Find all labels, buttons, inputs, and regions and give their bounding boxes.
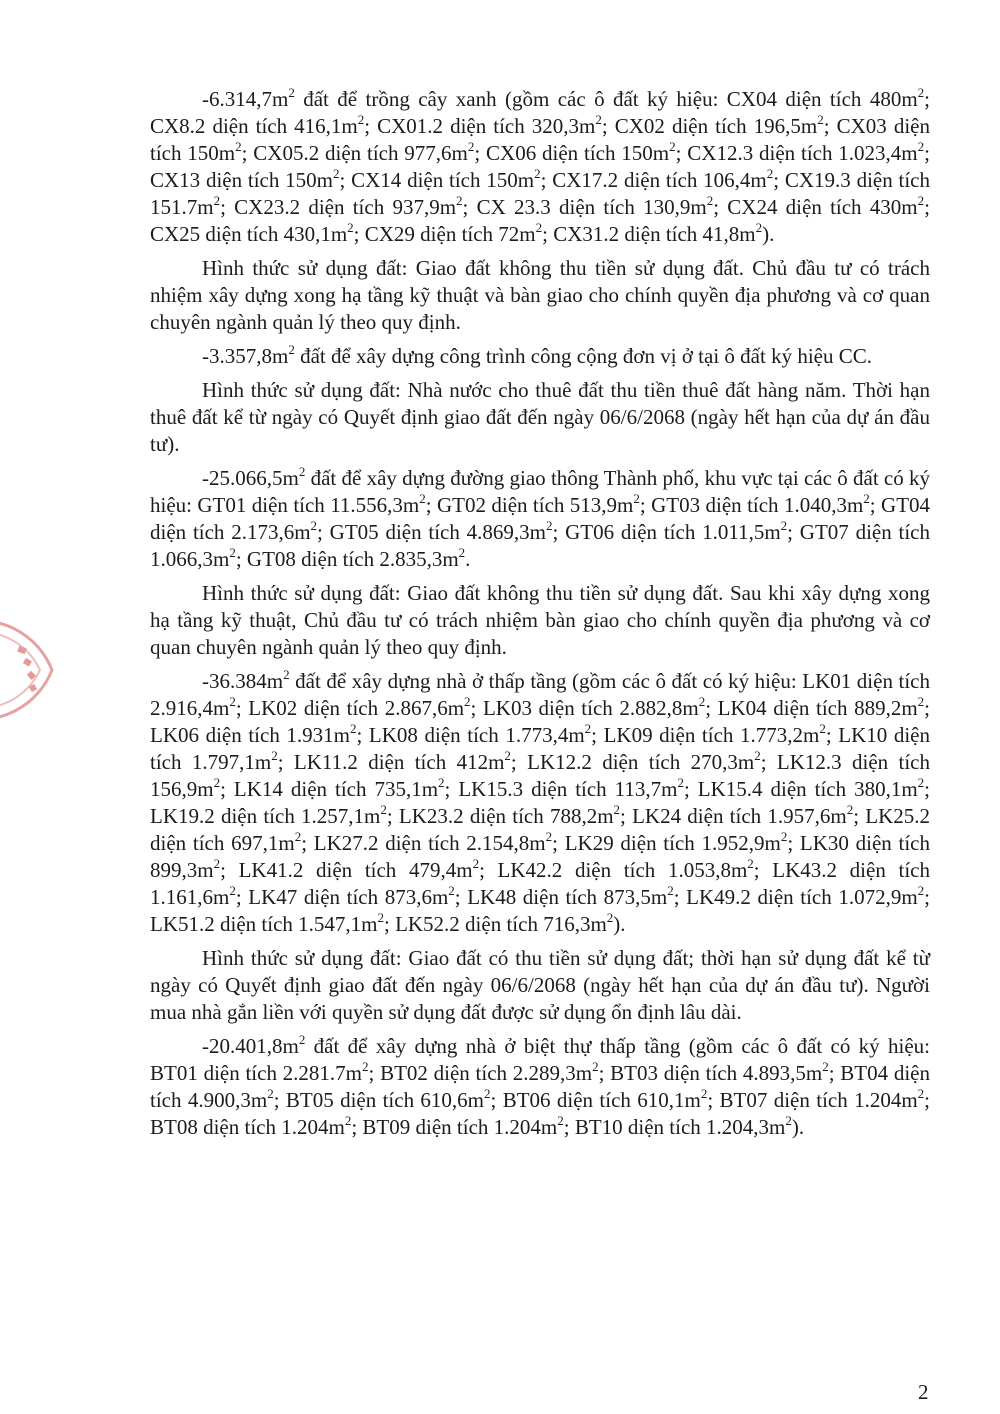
superscript-exponent: 2 xyxy=(294,829,302,844)
superscript-exponent: 2 xyxy=(504,748,511,763)
superscript-exponent: 2 xyxy=(863,491,870,506)
paragraph-traffic-usage: Hình thức sử dụng đất: Giao đất không thu tiền sử dụng đất. Sau khi xây dựng xong hạ tầng kỹ thuật, Chủ đầu tư có trách nhiệm bàn giao cho chính quyền địa phương và cơ quan chuyên ngành quản lý theo quy định. xyxy=(150,581,930,659)
superscript-exponent: 2 xyxy=(557,1113,564,1128)
superscript-exponent: 2 xyxy=(546,518,553,533)
superscript-exponent: 2 xyxy=(464,694,471,709)
superscript-exponent: 2 xyxy=(917,139,925,154)
superscript-exponent: 2 xyxy=(755,220,763,235)
page-number: 2 xyxy=(918,1380,929,1404)
paragraph-lowrise-housing-land: $-36.384m^2$ đất để xây dựng nhà ở thấp tầng (gồm các ô đất có ký hiệu: LK01 diện tích $2.916,4m^2$; LK02 diện tích $2.867,6m^2$; LK03 diện tích $2.882,8m^2$; LK04 diện tích $889,2m^2$; LK06 diện tích $1.931m^2$; LK08 diện tích $1.773,4m^2$; LK09 diện tích $1.773,2m^2$; LK10 diện tích $1.797,1m^2$; LK11.2 diện tích $412m^2$; LK12.2 diện tích $270,3m^2$; LK12.3 diện tích $156,9m^2$; LK14 diện tích $735,1m^2$; LK15.3 diện tích $113,7m^2$; LK15.4 diện tích $380,1m^2$; LK19.2 diện tích $1.257,1m^2$; LK23.2 diện tích $788,2m^2$; LK24 diện tích $1.957,6m^2$; LK25.2 diện tích $697,1m^2$; LK27.2 diện tích $2.154,8m^2$; LK29 diện tích $1.952,9m^2$; LK30 diện tích $899,3m^2$; LK41.2 diện tích $479,4m^2$; LK42.2 diện tích $1.053,8m^2$; LK43.2 diện tích $1.161,6m^2$; LK47 diện tích $873,6m^2$; LK48 diện tích $873,5m^2$; LK49.2 diện tích $1.072,9m^2$; LK51.2 diện tích $1.547,1m^2$; LK52.2 diện tích $716,3m^2$). xyxy=(150,667,931,936)
superscript-exponent: 2 xyxy=(472,856,480,871)
document-body xyxy=(150,86,930,1148)
superscript-exponent: 2 xyxy=(362,1059,369,1074)
superscript-exponent: 2 xyxy=(667,883,674,898)
superscript-exponent: 2 xyxy=(698,694,706,709)
paragraph-public-works-usage: Hình thức sử dụng đất: Nhà nước cho thuê đất thu tiền thuê đất hàng năm. Thời hạn thuê đất kể từ ngày có Quyết định giao đất đến ngày 06/6/2068 (ngày hết hạn của dự án đầu tư). xyxy=(150,378,930,456)
superscript-exponent: 2 xyxy=(917,775,925,790)
superscript-exponent: 2 xyxy=(584,721,592,736)
superscript-exponent: 2 xyxy=(706,193,714,208)
superscript-exponent: 2 xyxy=(780,829,788,844)
superscript-exponent: 2 xyxy=(917,85,925,100)
superscript-exponent: 2 xyxy=(298,464,306,479)
superscript-exponent: 2 xyxy=(535,220,543,235)
paragraph-green-land-usage: Hình thức sử dụng đất: Giao đất không thu tiền sử dụng đất. Chủ đầu tư có trách nhiệm xây dựng xong hạ tầng kỹ thuật và bàn giao cho chính quyền địa phương và cơ quan chuyên ngành quản lý theo quy định. xyxy=(150,256,930,334)
superscript-exponent: 2 xyxy=(350,721,357,736)
superscript-exponent: 2 xyxy=(545,829,553,844)
superscript-exponent: 2 xyxy=(438,775,445,790)
superscript-exponent: 2 xyxy=(419,491,426,506)
superscript-exponent: 2 xyxy=(595,112,602,127)
superscript-exponent: 2 xyxy=(819,721,826,736)
superscript-exponent: 2 xyxy=(456,193,463,208)
paragraph-green-land: $-6.314,7m^2$ đất để trồng cây xanh (gồm các ô đất ký hiệu: CX04 diện tích $480m^2$; CX8.2 diện tích $416,1m^2$; CX01.2 diện tích $320,3m^2$; CX02 diện tích $196,5m^2$; CX03 diện tích $150m^2$; CX05.2 diện tích $977,6m^2$; CX06 diện tích $150m^2$; CX12.3 diện tích $1.023,4m^2$; CX13 diện tích $150m^2$; CX14 diện tích $150m^2$; CX17.2 diện tích $106,4m^2$; CX19.3 diện tích $151.7m^2$; CX23.2 diện tích $937,9m^2$; CX 23.3 diện tích $130,9m^2$; CX24 diện tích $430m^2$; CX25 diện tích $430,1m^2$; CX29 diện tích $72m^2$; CX31.2 diện tích $41,8m^2$). xyxy=(150,85,930,246)
seal-mark-icon xyxy=(0,615,58,725)
superscript-exponent: 2 xyxy=(917,193,925,208)
superscript-exponent: 2 xyxy=(817,112,824,127)
superscript-exponent: 2 xyxy=(484,1086,491,1101)
superscript-exponent: 2 xyxy=(458,545,466,560)
superscript-exponent: 2 xyxy=(633,491,640,506)
superscript-exponent: 2 xyxy=(229,545,236,560)
superscript-exponent: 2 xyxy=(357,112,365,127)
superscript-exponent: 2 xyxy=(917,694,925,709)
paragraph-traffic-land: $-25.066,5m^2$ đất để xây dựng đường giao thông Thành phố, khu vực tại các ô đất có ký hiệu: GT01 diện tích $11.556,3m^2$; GT02 diện tích $513,9m^2$; GT03 diện tích $1.040,3m^2$; GT04 diện tích $2.173,6m^2$; GT05 diện tích $4.869,3m^2$; GT06 diện tích $1.011,5m^2$; GT07 diện tích $1.066,3m^2$; GT08 diện tích $2.835,3m^2$. xyxy=(150,464,931,571)
superscript-exponent: 2 xyxy=(288,342,295,357)
superscript-exponent: 2 xyxy=(377,910,384,925)
paragraph-villa-land: $-20.401,8m^2$ đất để xây dựng nhà ở biệt thự thấp tầng (gồm các ô đất có ký hiệu: BT01 diện tích $2.281.7m^2$; BT02 diện tích $2.289,3m^2$; BT03 diện tích $4.893,5m^2$; BT04 diện tích $4.900,3m^2$; BT05 diện tích $610,6m^2$; BT06 diện tích $610,1m^2$; BT07 diện tích $1.204m^2$; BT08 diện tích $1.204m^2$; BT09 diện tích $1.204m^2$; BT10 diện tích $1.204,3m^2$). xyxy=(150,1032,931,1139)
superscript-exponent: 2 xyxy=(235,139,242,154)
paragraph-public-works-land: $-3.357,8m^2$ đất để xây dựng công trình công cộng đơn vị ở tại ô đất ký hiệu CC. xyxy=(202,342,872,368)
superscript-exponent: 2 xyxy=(344,1113,352,1128)
superscript-exponent: 2 xyxy=(288,85,295,100)
superscript-exponent: 2 xyxy=(606,910,614,925)
superscript-exponent: 2 xyxy=(267,1086,274,1101)
paragraph-lowrise-housing-usage: Hình thức sử dụng đất: Giao đất có thu tiền sử dụng đất; thời hạn sử dụng đất kể từ ngày có Quyết định giao đất đến ngày 06/6/2068 (ngày hết hạn của dự án đầu tư). Người mua nhà gắn liền với quyền sử dụng đất được sử dụng ổn định lâu dài. xyxy=(150,946,930,1024)
superscript-exponent: 2 xyxy=(333,166,340,181)
superscript-exponent: 2 xyxy=(766,166,774,181)
superscript-exponent: 2 xyxy=(283,667,290,682)
superscript-exponent: 2 xyxy=(213,775,221,790)
superscript-exponent: 2 xyxy=(700,1086,708,1101)
superscript-exponent: 2 xyxy=(747,856,754,871)
superscript-exponent: 2 xyxy=(846,802,854,817)
superscript-exponent: 2 xyxy=(213,856,221,871)
superscript-exponent: 2 xyxy=(229,883,236,898)
superscript-exponent: 2 xyxy=(677,775,684,790)
superscript-exponent: 2 xyxy=(917,883,925,898)
superscript-exponent: 2 xyxy=(271,748,278,763)
superscript-exponent: 2 xyxy=(592,1059,599,1074)
superscript-exponent: 2 xyxy=(780,518,788,533)
superscript-exponent: 2 xyxy=(785,1113,792,1128)
red-seal-stamp-fragment xyxy=(0,615,58,725)
superscript-exponent: 2 xyxy=(822,1059,829,1074)
superscript-exponent: 2 xyxy=(213,193,221,208)
superscript-exponent: 2 xyxy=(229,694,236,709)
superscript-exponent: 2 xyxy=(534,166,541,181)
superscript-exponent: 2 xyxy=(613,802,621,817)
superscript-exponent: 2 xyxy=(448,883,455,898)
superscript-exponent: 2 xyxy=(310,518,318,533)
superscript-exponent: 2 xyxy=(754,748,761,763)
superscript-exponent: 2 xyxy=(467,139,475,154)
superscript-exponent: 2 xyxy=(380,802,387,817)
superscript-exponent: 2 xyxy=(347,220,354,235)
superscript-exponent: 2 xyxy=(917,1086,925,1101)
superscript-exponent: 2 xyxy=(298,1032,306,1047)
superscript-exponent: 2 xyxy=(669,139,676,154)
